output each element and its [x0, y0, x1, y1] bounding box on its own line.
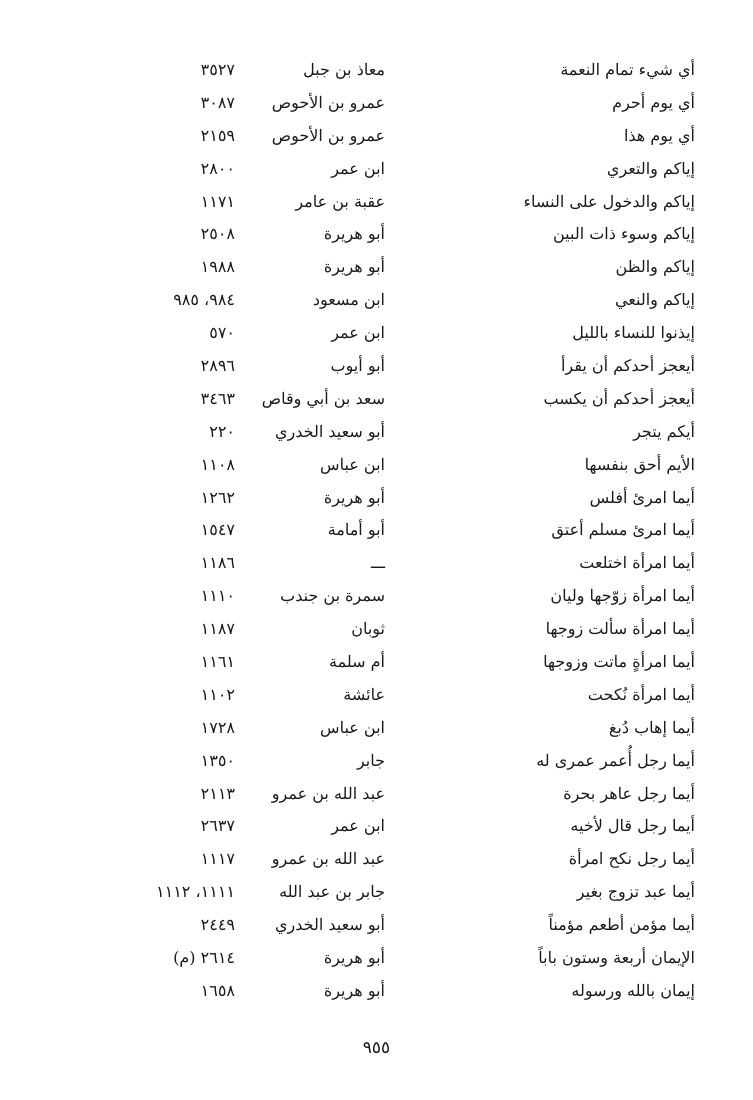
hadith-number: ١٦٥٨ [200, 980, 235, 1000]
narrator-name: أبو سعيد الخدري [275, 915, 385, 935]
index-row [0, 54, 753, 87]
hadith-number: ١١١٧ [200, 849, 235, 869]
index-row [0, 317, 753, 350]
hadith-text: أيكم يتجر [633, 421, 695, 441]
hadith-text: الإيمان أربعة وستون باباً [538, 948, 695, 968]
hadith-number: ١١٨٦ [200, 553, 235, 573]
narrator-name: عبد الله بن عمرو [271, 783, 385, 803]
hadith-number: ١١٦١ [200, 652, 235, 672]
hadith-number: ٢٨٩٦ [200, 356, 235, 376]
hadith-text: أيما امرأةٍ ماتت وزوجها [543, 652, 695, 672]
hadith-text: أي يوم هذا [623, 125, 695, 145]
hadith-text: أي يوم أحرم [612, 92, 695, 112]
narrator-name: أبو سعيد الخدري [275, 421, 385, 441]
narrator-name: أبو هريرة [323, 257, 385, 277]
narrator-name: أبو أمامة [327, 520, 385, 540]
narrator-name: ابن عمر [331, 323, 385, 343]
hadith-number: ٢٦١٤ (م) [173, 948, 235, 968]
index-row [0, 218, 753, 251]
narrator-name: عمرو بن الأحوص [271, 92, 385, 112]
narrator-name: ابن عباس [320, 717, 385, 737]
hadith-number: ١١٠٨ [200, 454, 235, 474]
hadith-text: أيعجز أحدكم أن يقرأ [560, 356, 695, 376]
hadith-number: ٢١١٣ [200, 783, 235, 803]
index-row [0, 942, 753, 975]
narrator-name: أبو هريرة [323, 224, 385, 244]
index-row [0, 482, 753, 515]
hadith-text: إياكم والظن [615, 257, 695, 277]
hadith-text: إياكم والتعري [606, 158, 695, 178]
index-row [0, 350, 753, 383]
hadith-number: ٢١٥٩ [200, 125, 235, 145]
narrator-name: أبو أيوب [330, 356, 385, 376]
narrator-name: ابن عمر [331, 158, 385, 178]
index-row [0, 646, 753, 679]
hadith-number: ١٣٥٠ [200, 750, 235, 770]
narrator-name: ابن عمر [331, 816, 385, 836]
index-row [0, 810, 753, 843]
hadith-text: أيما إهاب دُبغ [608, 717, 695, 737]
hadith-number: ٣٠٨٧ [200, 92, 235, 112]
hadith-number: ٢٥٠٨ [200, 224, 235, 244]
narrator-name: ابن عباس [320, 454, 385, 474]
narrator-name: عائشة [343, 684, 385, 704]
narrator-name: ثوبان [351, 619, 385, 639]
narrator-name: سمرة بن جندب [280, 586, 385, 606]
narrator-name: جابر [356, 750, 385, 770]
index-row [0, 153, 753, 186]
hadith-index-table [0, 54, 753, 1008]
hadith-number: ١١١١، ١١١٢ [156, 882, 235, 902]
index-row [0, 975, 753, 1008]
index-row [0, 712, 753, 745]
hadith-text: أيما امرأة سألت زوجها [545, 619, 695, 639]
narrator-name: جابر بن عبد الله [279, 882, 385, 902]
index-row [0, 679, 753, 712]
hadith-text: أيما عبد تزوج بغير [576, 882, 695, 902]
hadith-text: أي شيء تمام النعمة [560, 60, 695, 79]
hadith-number: ١٧٢٨ [200, 717, 235, 737]
hadith-text: أيما مؤمن أطعم مؤمناً [548, 915, 695, 935]
hadith-number: ٩٨٤، ٩٨٥ [173, 290, 235, 310]
hadith-number: ٣٥٢٧ [200, 60, 235, 79]
hadith-number: ١١١٠ [200, 586, 235, 606]
hadith-number: ١٩٨٨ [200, 257, 235, 277]
index-row [0, 449, 753, 482]
index-row [0, 580, 753, 613]
hadith-number: ٥٧٠ [209, 323, 235, 343]
index-row [0, 514, 753, 547]
index-row [0, 120, 753, 153]
hadith-text: إياكم وسوء ذات البين [552, 224, 695, 244]
index-row [0, 843, 753, 876]
hadith-text: إيذنوا للنساء بالليل [572, 323, 695, 343]
page-number: ٩٥٥ [362, 1038, 391, 1058]
hadith-number: ٣٤٦٣ [200, 388, 235, 408]
hadith-text: أيما امرئ مسلم أعتق [551, 520, 695, 540]
hadith-text: إياكم والدخول على النساء [523, 191, 695, 211]
index-row [0, 383, 753, 416]
index-row [0, 745, 753, 778]
narrator-name: أم سلمة [329, 652, 385, 672]
index-row [0, 909, 753, 942]
hadith-text: أيما رجل نكح امرأة [568, 849, 695, 869]
hadith-number: ١١٨٧ [200, 619, 235, 639]
index-row [0, 416, 753, 449]
hadith-number: ٢٤٤٩ [200, 915, 235, 935]
narrator-name: ـــ [370, 553, 385, 573]
index-row [0, 778, 753, 811]
narrator-name: معاذ بن جبل [303, 60, 385, 79]
hadith-text: أيما امرأة نُكحت [587, 684, 695, 704]
hadith-number: ١١٠٢ [200, 684, 235, 704]
index-row [0, 613, 753, 646]
index-row [0, 547, 753, 580]
hadith-text: أيما رجل أُعمر عمرى له [536, 750, 695, 770]
index-row [0, 87, 753, 120]
narrator-name: أبو هريرة [323, 487, 385, 507]
hadith-text: أيما رجل قال لأخيه [570, 816, 695, 836]
index-row [0, 876, 753, 909]
hadith-number: ١٢٦٢ [200, 487, 235, 507]
hadith-number: ٢٨٠٠ [200, 158, 235, 178]
hadith-number: ٢٦٣٧ [200, 816, 235, 836]
narrator-name: أبو هريرة [323, 980, 385, 1000]
hadith-text: أيما امرأة زوّجها وليان [550, 586, 695, 606]
narrator-name: أبو هريرة [323, 948, 385, 968]
index-row [0, 251, 753, 284]
hadith-text: أيما امرأة اختلعت [579, 553, 695, 573]
hadith-text: أيما امرئ أفلس [589, 487, 695, 507]
hadith-number: ١١٧١ [200, 191, 235, 211]
narrator-name: عقبة بن عامر [295, 191, 385, 211]
index-row [0, 284, 753, 317]
narrator-name: عبد الله بن عمرو [271, 849, 385, 869]
hadith-text: إياكم والنعي [614, 290, 695, 310]
hadith-number: ١٥٤٧ [200, 520, 235, 540]
hadith-text: إيمان بالله ورسوله [571, 980, 695, 1000]
narrator-name: سعد بن أبي وقاص [261, 388, 385, 408]
hadith-text: أيعجز أحدكم أن يكسب [543, 388, 695, 408]
narrator-name: عمرو بن الأحوص [271, 125, 385, 145]
narrator-name: ابن مسعود [312, 290, 385, 310]
hadith-text: أيما رجل عاهر بحرة [563, 783, 695, 803]
index-row [0, 186, 753, 219]
hadith-text: الأيم أحق بنفسها [584, 454, 695, 474]
hadith-number: ٢٢٠ [209, 421, 235, 441]
